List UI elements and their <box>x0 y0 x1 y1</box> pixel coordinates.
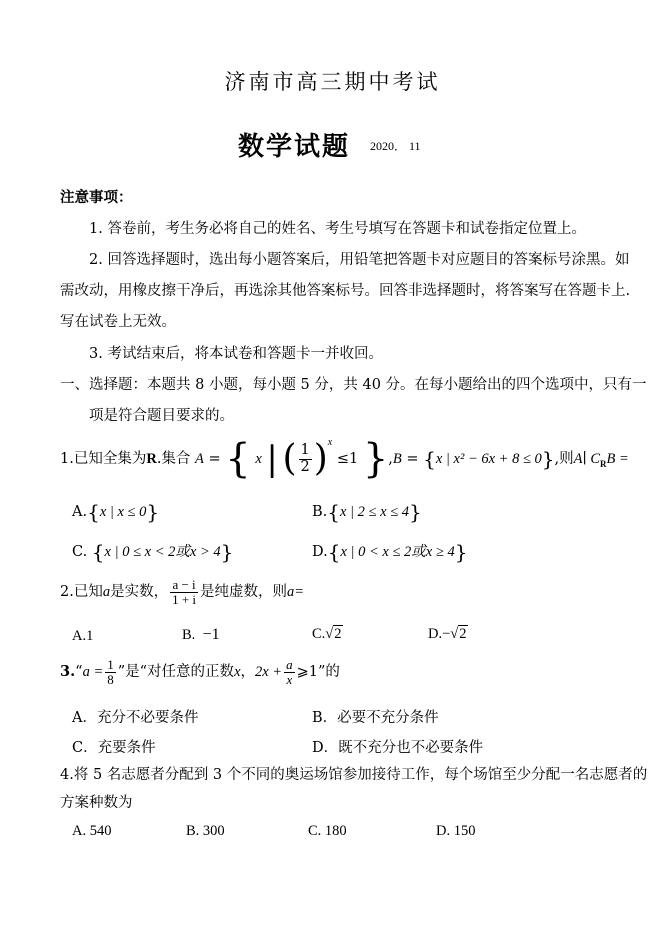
question-4: 4.将 5 名志愿者分配到 3 个不同的奥运场馆参加接待工作，每个场馆至少分配一名志愿者的 <box>60 767 648 783</box>
q1-sub: R <box>600 458 607 469</box>
q2-a: a <box>102 584 111 601</box>
notice-item-3: 3. 考试结束后，将本试卷和答题卡一并收回。 <box>89 346 383 362</box>
q1-tail: A∣ C <box>573 451 601 467</box>
brace-close: } <box>454 540 468 564</box>
question-4-cont: 方案种数为 <box>60 795 133 811</box>
q2-option-c-radicand: 2 <box>334 626 342 642</box>
q1-paren-open: ( <box>282 438 297 479</box>
q1-option-d-label: D. <box>312 544 328 560</box>
q2-prefix: 2.已知 <box>60 584 103 601</box>
q1-option-c-label: C. <box>72 544 88 560</box>
q3-inner-fraction <box>284 658 295 686</box>
exam-title: 济南市高三期中考试 <box>224 70 441 94</box>
q3-option-b: B．必要不充分条件 <box>312 710 439 726</box>
q1-b-brace-open: { <box>423 447 436 471</box>
q1-exp: x <box>327 437 333 448</box>
q1-option-d <box>312 540 467 564</box>
q1-option-b-set: x | 2 ≤ x ≤ 4 <box>340 504 410 520</box>
q2-fraction <box>170 578 198 606</box>
q3-inner-den: x <box>286 671 293 687</box>
q1-eq: = <box>208 451 221 467</box>
q3-frac-num: 1 <box>107 657 114 672</box>
question-3 <box>60 658 340 686</box>
q1-A: A <box>195 451 204 467</box>
notice-item-1: 1. 答卷前，考生务必将自己的姓名、考生号填写在答题卡和试卷指定位置上。 <box>89 221 586 237</box>
exam-date: 2020． 11 <box>370 139 421 153</box>
q1-brace-close: } <box>362 436 389 482</box>
q2-suffix: 是纯虚数，则 <box>200 584 288 601</box>
q1-paren-close: ) <box>313 438 328 479</box>
q1-then: ,则 <box>554 451 574 467</box>
brace-open: { <box>327 540 341 564</box>
q1-bar: | <box>266 439 278 479</box>
q1-option-b <box>312 500 422 524</box>
q1-b-brace-close: } <box>541 447 555 471</box>
subject-title: 数学试题 <box>238 132 351 162</box>
q3-inner-num: a <box>286 657 293 672</box>
q2-frac-num: a − i <box>172 577 196 592</box>
brace-open: { <box>87 500 100 524</box>
question-2 <box>60 578 304 606</box>
q3-ge: ⩾1 <box>296 664 318 681</box>
brace-close: } <box>146 500 160 524</box>
q1-x: x <box>255 451 262 467</box>
section-heading: 一、选择题：本题共 8 小题，每小题 5 分，共 40 分。在每小题给出的四个选项中，只有一 <box>60 377 647 393</box>
q1-eq2: = <box>406 451 419 467</box>
q1-prefix: 1.已知全集为 <box>60 451 147 467</box>
q2-frac-den: 1 + i <box>172 591 197 607</box>
q3-option-a: A．充分不必要条件 <box>72 710 199 726</box>
q2-option-b-value: −1 <box>202 626 220 643</box>
q4-option-d: D. 150 <box>436 823 476 839</box>
notice-item-2: 2. 回答选择题时，选出每小题答案后，用铅笔把答题卡对应题目的答案标号涂黑。如 <box>89 252 630 268</box>
q3-option-c: C．充要条件 <box>72 740 156 756</box>
notice-item-2-cont: 需改动，用橡皮擦干净后，再选涂其他答案标号。回答非选择题时，将答案写在答题卡上. <box>60 283 631 299</box>
q1-option-a <box>72 500 159 524</box>
q1-R: R <box>146 451 157 467</box>
q4-option-a: A. 540 <box>72 823 112 839</box>
q2-mid: 是实数， <box>110 584 169 601</box>
q1-comma: , <box>388 451 393 467</box>
question-1 <box>60 436 629 482</box>
q3-fraction <box>105 658 116 686</box>
q2-option-d-radicand: 2 <box>459 626 467 642</box>
q1-fraction <box>299 443 312 474</box>
q1-option-c <box>72 540 233 564</box>
q3-option-d: D．既不充分也不必要条件 <box>312 740 484 756</box>
q3-end: ”的 <box>317 664 340 681</box>
q4-option-b: B. 300 <box>186 823 225 839</box>
q1-option-d-set: x | 0 < x ≤ 2或x ≥ 4 <box>340 544 455 560</box>
q2-option-d <box>428 626 468 643</box>
q3-mid: ”是“对任意的正数 <box>117 664 235 681</box>
q2-option-c-sqrt: √2 <box>325 626 342 642</box>
q1-frac-den: 2 <box>300 458 310 475</box>
q1-mid: .集合 <box>156 451 191 467</box>
q1-end: B = <box>606 451 629 467</box>
q2-option-c-label: C. <box>312 626 326 642</box>
q3-frac-den: 8 <box>107 671 114 687</box>
q1-B: B <box>392 451 402 467</box>
q2-option-b <box>182 626 220 644</box>
notice-item-2-end: 写在试卷上无效。 <box>60 314 176 330</box>
section-heading-cont: 项是符合题目要求的。 <box>89 408 234 424</box>
q3-x: x <box>234 664 241 681</box>
q2-option-b-label: B. <box>182 627 196 643</box>
q2-option-d-label: D.− <box>428 626 451 642</box>
q1-option-c-set: x | 0 ≤ x < 2或x > 4 <box>104 544 221 560</box>
q1-option-a-set: x | x ≤ 0 <box>99 504 147 520</box>
q3-a-eq: a = <box>82 664 104 681</box>
brace-close: } <box>220 540 234 564</box>
q3-expr: 2x + <box>255 664 283 681</box>
q3-comma: ， <box>240 664 255 681</box>
q2-option-c <box>312 626 343 643</box>
q3-prefix: 3. <box>60 663 76 681</box>
q1-brace-open: { <box>225 436 251 482</box>
q1-B-set: x | x² − 6x + 8 ≤ 0 <box>435 451 542 467</box>
notice-heading: 注意事项： <box>60 190 133 206</box>
q1-le1: ≤1 <box>336 451 359 467</box>
q4-option-c: C. 180 <box>308 823 347 839</box>
q2-option-d-sqrt: √2 <box>450 626 467 642</box>
brace-close: } <box>409 500 422 524</box>
brace-open: { <box>91 540 105 564</box>
q3-open-quote: “ <box>75 664 83 681</box>
q1-option-a-label: A. <box>72 504 88 520</box>
q2-end: a= <box>287 584 305 601</box>
q1-option-b-label: B. <box>312 504 328 520</box>
q2-option-a: A.1 <box>72 628 94 644</box>
brace-open: { <box>327 500 340 524</box>
q1-frac-num: 1 <box>300 442 310 459</box>
